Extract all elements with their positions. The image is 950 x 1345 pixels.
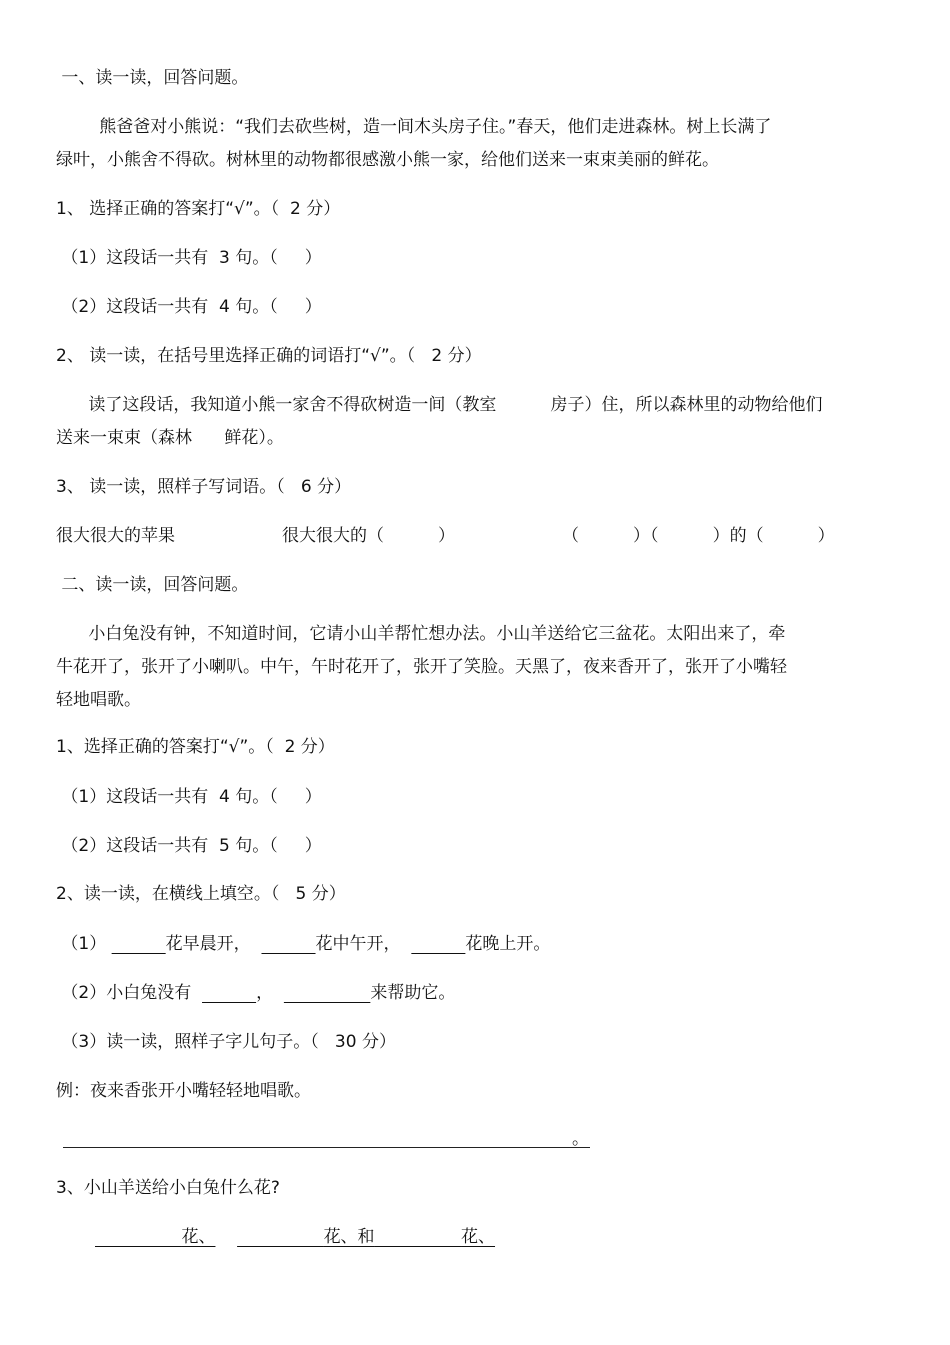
- fill-text: 花、和: [323, 1227, 375, 1247]
- section2-question1: 1、选择正确的答案打“√”。（ 2 分）: [56, 737, 335, 757]
- section2-question2-line3: （3）读一读，照样子字儿句子。（ 30 分）: [56, 1032, 396, 1052]
- fill-blank[interactable]: [237, 1227, 323, 1247]
- section2-question3: 3、小山羊送给小白兔什么花?: [56, 1178, 280, 1198]
- fill-blank[interactable]: [112, 934, 166, 954]
- section2-question1-option1: （1）这段话一共有 4 句。（ ）: [56, 787, 322, 807]
- fill-text: 花、: [461, 1227, 496, 1247]
- section2-question2: 2、读一读，在横线上填空。（ 5 分）: [56, 884, 346, 904]
- section2-question2-line1: [56, 933, 550, 955]
- section1-passage-line2: 绿叶，小熊舍不得砍。树林里的动物都很感激小熊一家，给他们送来一束束美丽的鲜花。: [56, 150, 719, 170]
- section2-heading: 二、读一读，回答问题。: [56, 575, 249, 595]
- section1-question1-option1: （1）这段话一共有 3 句。（ ）: [56, 248, 322, 268]
- fill-text: 来帮助它。: [370, 983, 456, 1003]
- fill-text: 花晚上开。: [465, 934, 551, 954]
- section1-question3-example: 很大很大的苹果: [56, 526, 175, 546]
- section1-question2-text-line2: 送来一束束（森林 鲜花）。: [56, 428, 284, 448]
- fill-blank[interactable]: [261, 934, 315, 954]
- section2-passage-line3: 轻地唱歌。: [56, 690, 141, 710]
- section1-heading: 一、读一读，回答问题。: [56, 68, 249, 88]
- section2-passage-line1: 小白兔没有钟，不知道时间，它请小山羊帮忙想办法。小山羊送给它三盆花。太阳出来了，牵: [56, 624, 786, 644]
- fill-blank[interactable]: [411, 934, 465, 954]
- section1-question2-text-line1: 读了这段话，我知道小熊一家舍不得砍树造一间（教室 房子）住，所以森林里的动物给他们: [56, 395, 823, 415]
- fill-blank[interactable]: [375, 1227, 461, 1247]
- section2-question2-line2: [56, 982, 455, 1004]
- fill-text: 花早晨开，: [165, 934, 262, 954]
- section1-question1: 1、 选择正确的答案打“√”。（ 2 分）: [56, 199, 341, 219]
- line-prefix: （1）: [56, 934, 112, 954]
- fill-blank[interactable]: [202, 983, 256, 1003]
- section2-example-sentence: 例：夜来香张开小嘴轻轻地唱歌。: [56, 1081, 311, 1101]
- section2-question1-option2: （2）这段话一共有 5 句。（ ）: [56, 836, 322, 856]
- section1-question2: 2、 读一读，在括号里选择正确的词语打“√”。（ 2 分）: [56, 346, 482, 366]
- fill-text: 花、: [181, 1227, 216, 1247]
- fill-blank[interactable]: [95, 1227, 181, 1247]
- fill-text: 花中午开，: [315, 934, 412, 954]
- line-prefix: （2）小白兔没有: [56, 983, 203, 1003]
- fill-text: ，: [256, 983, 284, 1003]
- answer-line-end: 。: [572, 1129, 589, 1149]
- section1-question3-blank2: （ ）（ ）的（ ）: [562, 526, 835, 546]
- section1-passage-line1: 熊爸爸对小熊说：“我们去砍些树，造一间木头房子住。”春天，他们走进森林。树上长满了: [56, 117, 772, 137]
- section1-question3-blank1: 很大很大的（ ）: [282, 526, 456, 546]
- fill-blank[interactable]: [284, 983, 370, 1003]
- answer-line[interactable]: [63, 1147, 590, 1148]
- section1-question1-option2: （2）这段话一共有 4 句。（ ）: [56, 297, 322, 317]
- section2-passage-line2: 牛花开了，张开了小喇叭。中午，午时花开了，张开了笑脸。天黑了，夜来香开了，张开了小嘴轻: [56, 657, 787, 677]
- section1-question3: 3、 读一读，照样子写词语。（ 6 分）: [56, 477, 352, 497]
- section2-question3-answer: [95, 1226, 495, 1248]
